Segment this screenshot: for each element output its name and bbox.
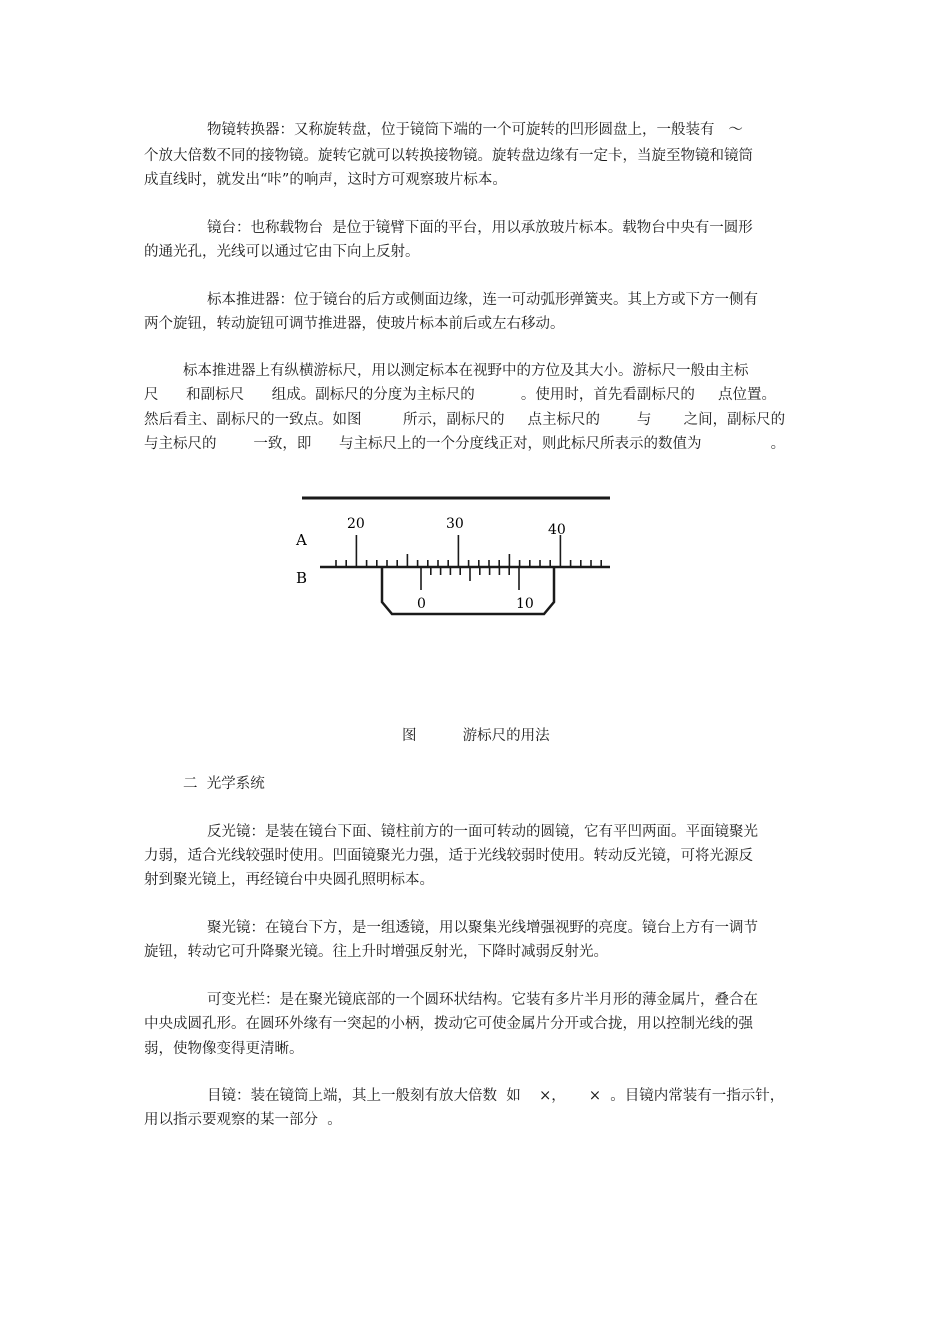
- vernier-number: 0: [417, 596, 426, 612]
- vernier-scale-ticks: [421, 568, 519, 590]
- text-line: 个放大倍数不同的接物镜。旋转它就可以转换接物镜。旋转盘边缘有一定卡，当旋至物镜和镜筒: [144, 148, 753, 164]
- label-a: A: [296, 531, 307, 549]
- text-line: 标本推进器：位于镜台的后方或侧面边缘，连一可动弧形弹簧夹。其上方或下方一侧有: [207, 292, 758, 308]
- text-line: 物镜转换器：又称旋转盘，位于镜筒下端的一个可旋转的凹形圆盘上，一般装有 ～: [207, 122, 743, 138]
- text-line: 用以指示要观察的某一部分 。: [144, 1112, 342, 1128]
- text-line: 然后看主、副标尺的一致点。如图 所示，副标尺的 点主标尺的 与 之间，副标尺的: [144, 412, 786, 428]
- text-line: 两个旋钮，转动旋钮可调节推进器，使玻片标本前后或左右移动。: [144, 316, 565, 332]
- text-line: 与主标尺的 一致，即 与主标尺上的一个分度线正对，则此标尺所表示的数值为 。: [144, 436, 786, 452]
- main-scale-number: 40: [548, 522, 566, 538]
- vernier-scale-figure: [292, 490, 622, 630]
- text-line: 弱，使物像变得更清晰。: [144, 1041, 304, 1057]
- vernier-number: 10: [516, 596, 534, 612]
- text-line: 目镜：装在镜筒上端，其上一般刻有放大倍数 如 ×， × 。目镜内常装有一指示针，: [207, 1088, 785, 1104]
- label-b: B: [296, 569, 308, 587]
- text-line: 反光镜：是装在镜台下面、镜柱前方的一面可转动的圆镜，它有平凹两面。平面镜聚光: [207, 824, 758, 840]
- text-line: 射到聚光镜上，再经镜台中央圆孔照明标本。: [144, 872, 434, 888]
- text-line: 标本推进器上有纵横游标尺，用以测定标本在视野中的方位及其大小。游标尺一般由主标: [183, 363, 749, 379]
- main-scale-number: 30: [446, 516, 464, 532]
- text-line: 聚光镜：在镜台下方，是一组透镜，用以聚集光线增强视野的亮度。镜台上方有一调节: [207, 920, 758, 936]
- text-line: 旋钮，转动它可升降聚光镜。往上升时增强反射光，下降时减弱反射光。: [144, 944, 608, 960]
- text-line: 成直线时，就发出“咔”的响声，这时方可观察玻片标本。: [144, 172, 507, 188]
- text-line: 的通光孔，光线可以通过它由下向上反射。: [144, 244, 420, 260]
- text-line: 可变光栏：是在聚光镜底部的一个圆环状结构。它装有多片半月形的薄金属片，叠合在: [207, 992, 758, 1008]
- text-line: 力弱，适合光线较强时使用。凹面镜聚光力强，适于光线较弱时使用。转动反光镜，可将光源反: [144, 848, 753, 864]
- section-heading: 二 光学系统: [183, 776, 265, 792]
- main-scale-ticks: [336, 535, 601, 567]
- text-line: 镜台：也称载物台 是位于镜臂下面的平台，用以承放玻片标本。载物台中央有一圆形: [207, 220, 753, 236]
- figure-caption: 图 游标尺的用法: [402, 728, 550, 744]
- text-line: 尺 和副标尺 组成。副标尺的分度为主标尺的 。使用时，首先看副标尺的 点位置。: [144, 387, 776, 403]
- text-line: 中央成圆孔形。在圆环外缘有一突起的小柄，拨动它可使金属片分开或合拢，用以控制光线的强: [144, 1016, 753, 1032]
- main-scale-number: 20: [347, 516, 365, 532]
